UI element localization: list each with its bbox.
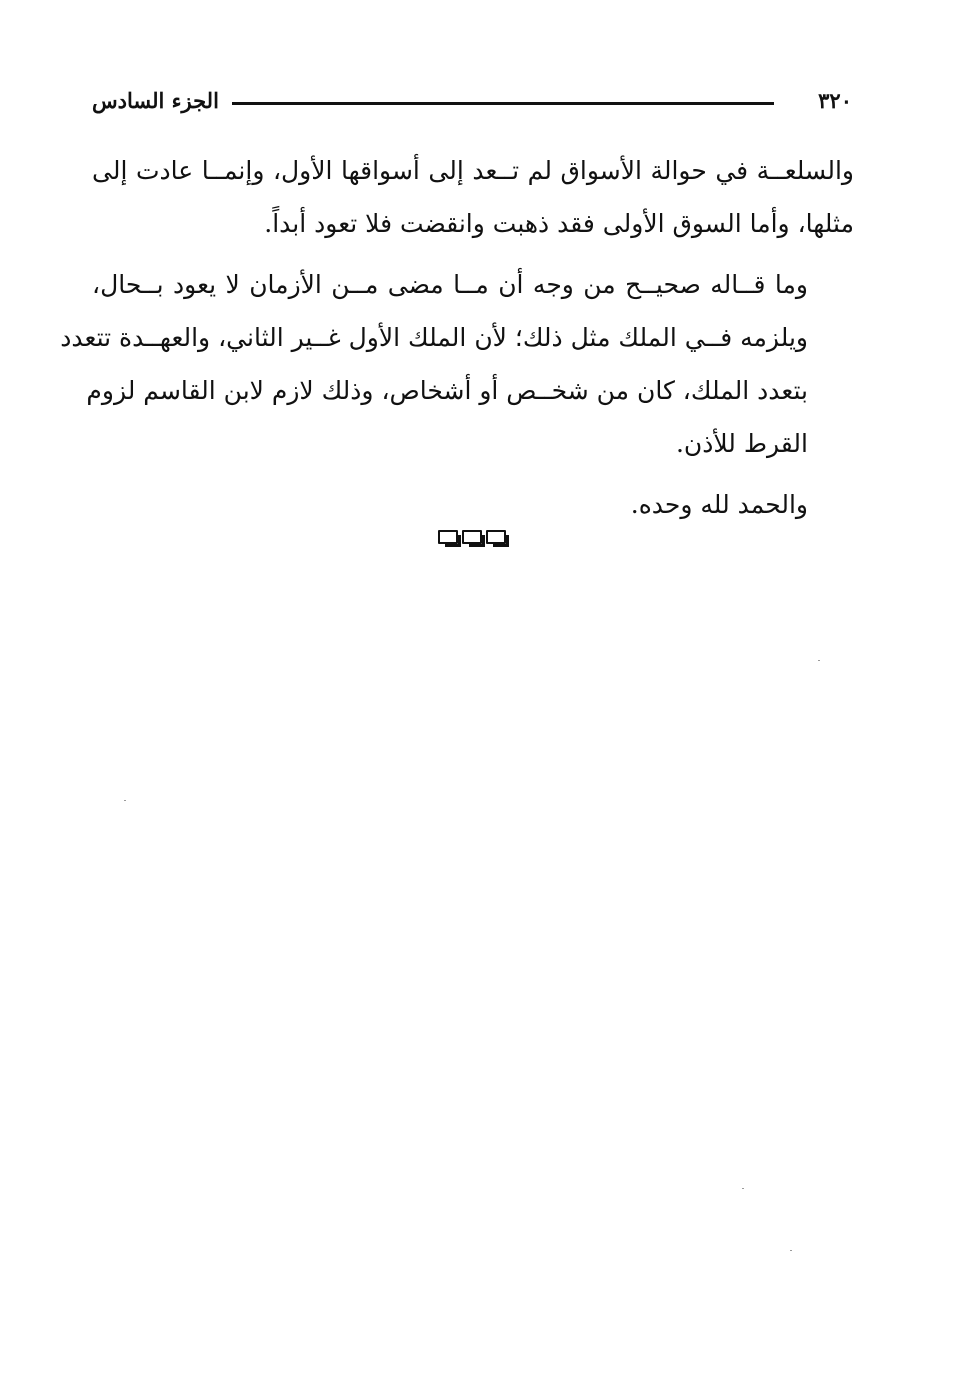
- end-ornament: [438, 528, 512, 548]
- scan-speck: [124, 800, 126, 801]
- ornament-square-icon: [486, 530, 506, 544]
- scan-speck: [818, 660, 820, 661]
- page-number: ٣٢٠: [818, 88, 852, 113]
- text-line: والسلعــة في حوالة الأسواق لم تــعد إلى أسواقها الأول، وإنمــا عادت إلى: [92, 156, 854, 185]
- ornament-square-icon: [462, 530, 482, 544]
- paragraph-1: [92, 144, 854, 250]
- scan-speck: [790, 1250, 792, 1251]
- text-line: وما قــاله صحيــح من وجه أن مــا مضى مــن الأزمان لا يعود بــحال،: [92, 270, 808, 299]
- text-line: ويلزمه فــي الملك مثل ذلك؛ لأن الملك الأول غــير الثاني، والعهــدة تتعدد: [60, 323, 808, 352]
- text-line: القرط للأذن.: [675, 429, 808, 458]
- scan-speck: [742, 1188, 744, 1189]
- body-text: [60, 144, 854, 539]
- paragraph-3: [92, 478, 854, 531]
- text-line: مثلها، وأما السوق الأولى فقد ذهبت وانقضت فلا تعود أبداً.: [264, 209, 854, 238]
- running-header: [92, 84, 852, 124]
- section-title: الجزء السادس: [92, 88, 219, 113]
- closing-line: والحمد لله وحده.: [630, 490, 808, 519]
- ornament-square-icon: [438, 530, 458, 544]
- header-rule: [232, 102, 774, 105]
- paragraph-2: [60, 258, 854, 470]
- text-line: بتعدد الملك، كان من شخــص أو أشخاص، وذلك لازم لابن القاسم لزوم: [86, 376, 808, 405]
